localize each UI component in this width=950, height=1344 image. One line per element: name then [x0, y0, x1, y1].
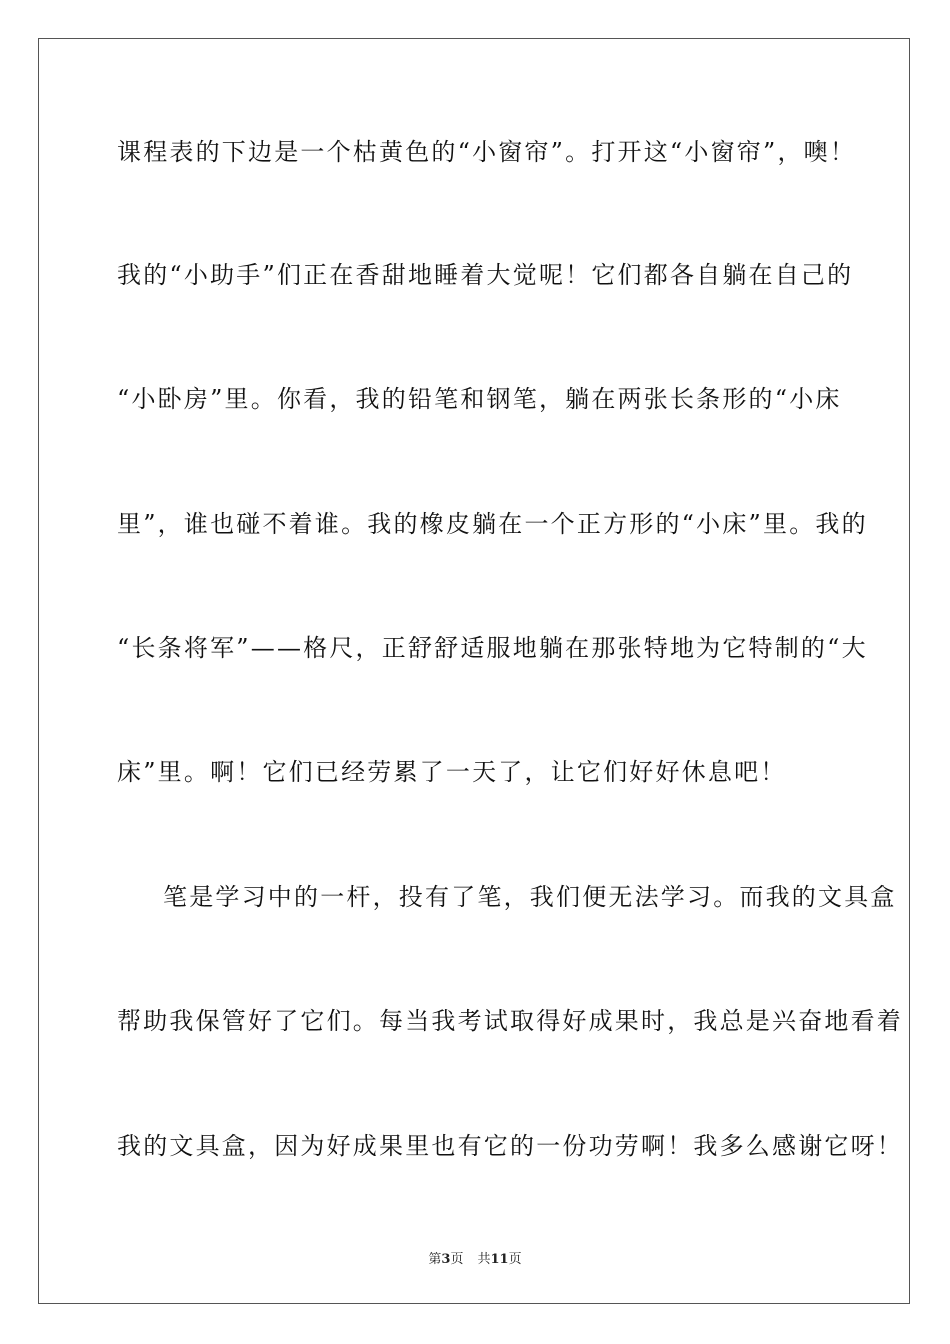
body-line: 床”里。啊！它们已经劳累了一天了，让它们好好休息吧！ — [117, 758, 787, 786]
body-line: 帮助我保管好了它们。每当我考试取得好成果时，我总是兴奋地看着 — [117, 1007, 903, 1035]
page-border — [38, 38, 910, 1304]
body-line: 课程表的下边是一个枯黄色的“小窗帘”。打开这“小窗帘”，噢！ — [117, 138, 857, 166]
page-total: 11 — [490, 1252, 509, 1267]
total-prefix: 共 — [477, 1252, 491, 1267]
page-footer — [0, 1248, 950, 1267]
page-prefix: 第 — [428, 1252, 442, 1267]
body-line: 笔是学习中的一杆，投有了笔，我们便无法学习。而我的文具盒 — [163, 883, 897, 911]
page-suffix: 页 — [450, 1252, 464, 1267]
body-line: “长条将军”——格尺，正舒舒适服地躺在那张特地为它特制的“大 — [117, 634, 868, 662]
page-current: 3 — [441, 1252, 451, 1267]
body-line: 我的文具盒，因为好成果里也有它的一份功劳啊！我多么感谢它呀！ — [117, 1132, 903, 1160]
body-line: 我的“小助手”们正在香甜地睡着大觉呢！它们都各自躺在自己的 — [117, 261, 854, 289]
body-line: “小卧房”里。你看，我的铅笔和钢笔，躺在两张长条形的“小床 — [117, 385, 842, 413]
body-line: 里”，谁也碰不着谁。我的橡皮躺在一个正方形的“小床”里。我的 — [117, 510, 868, 538]
total-suffix: 页 — [508, 1252, 522, 1267]
